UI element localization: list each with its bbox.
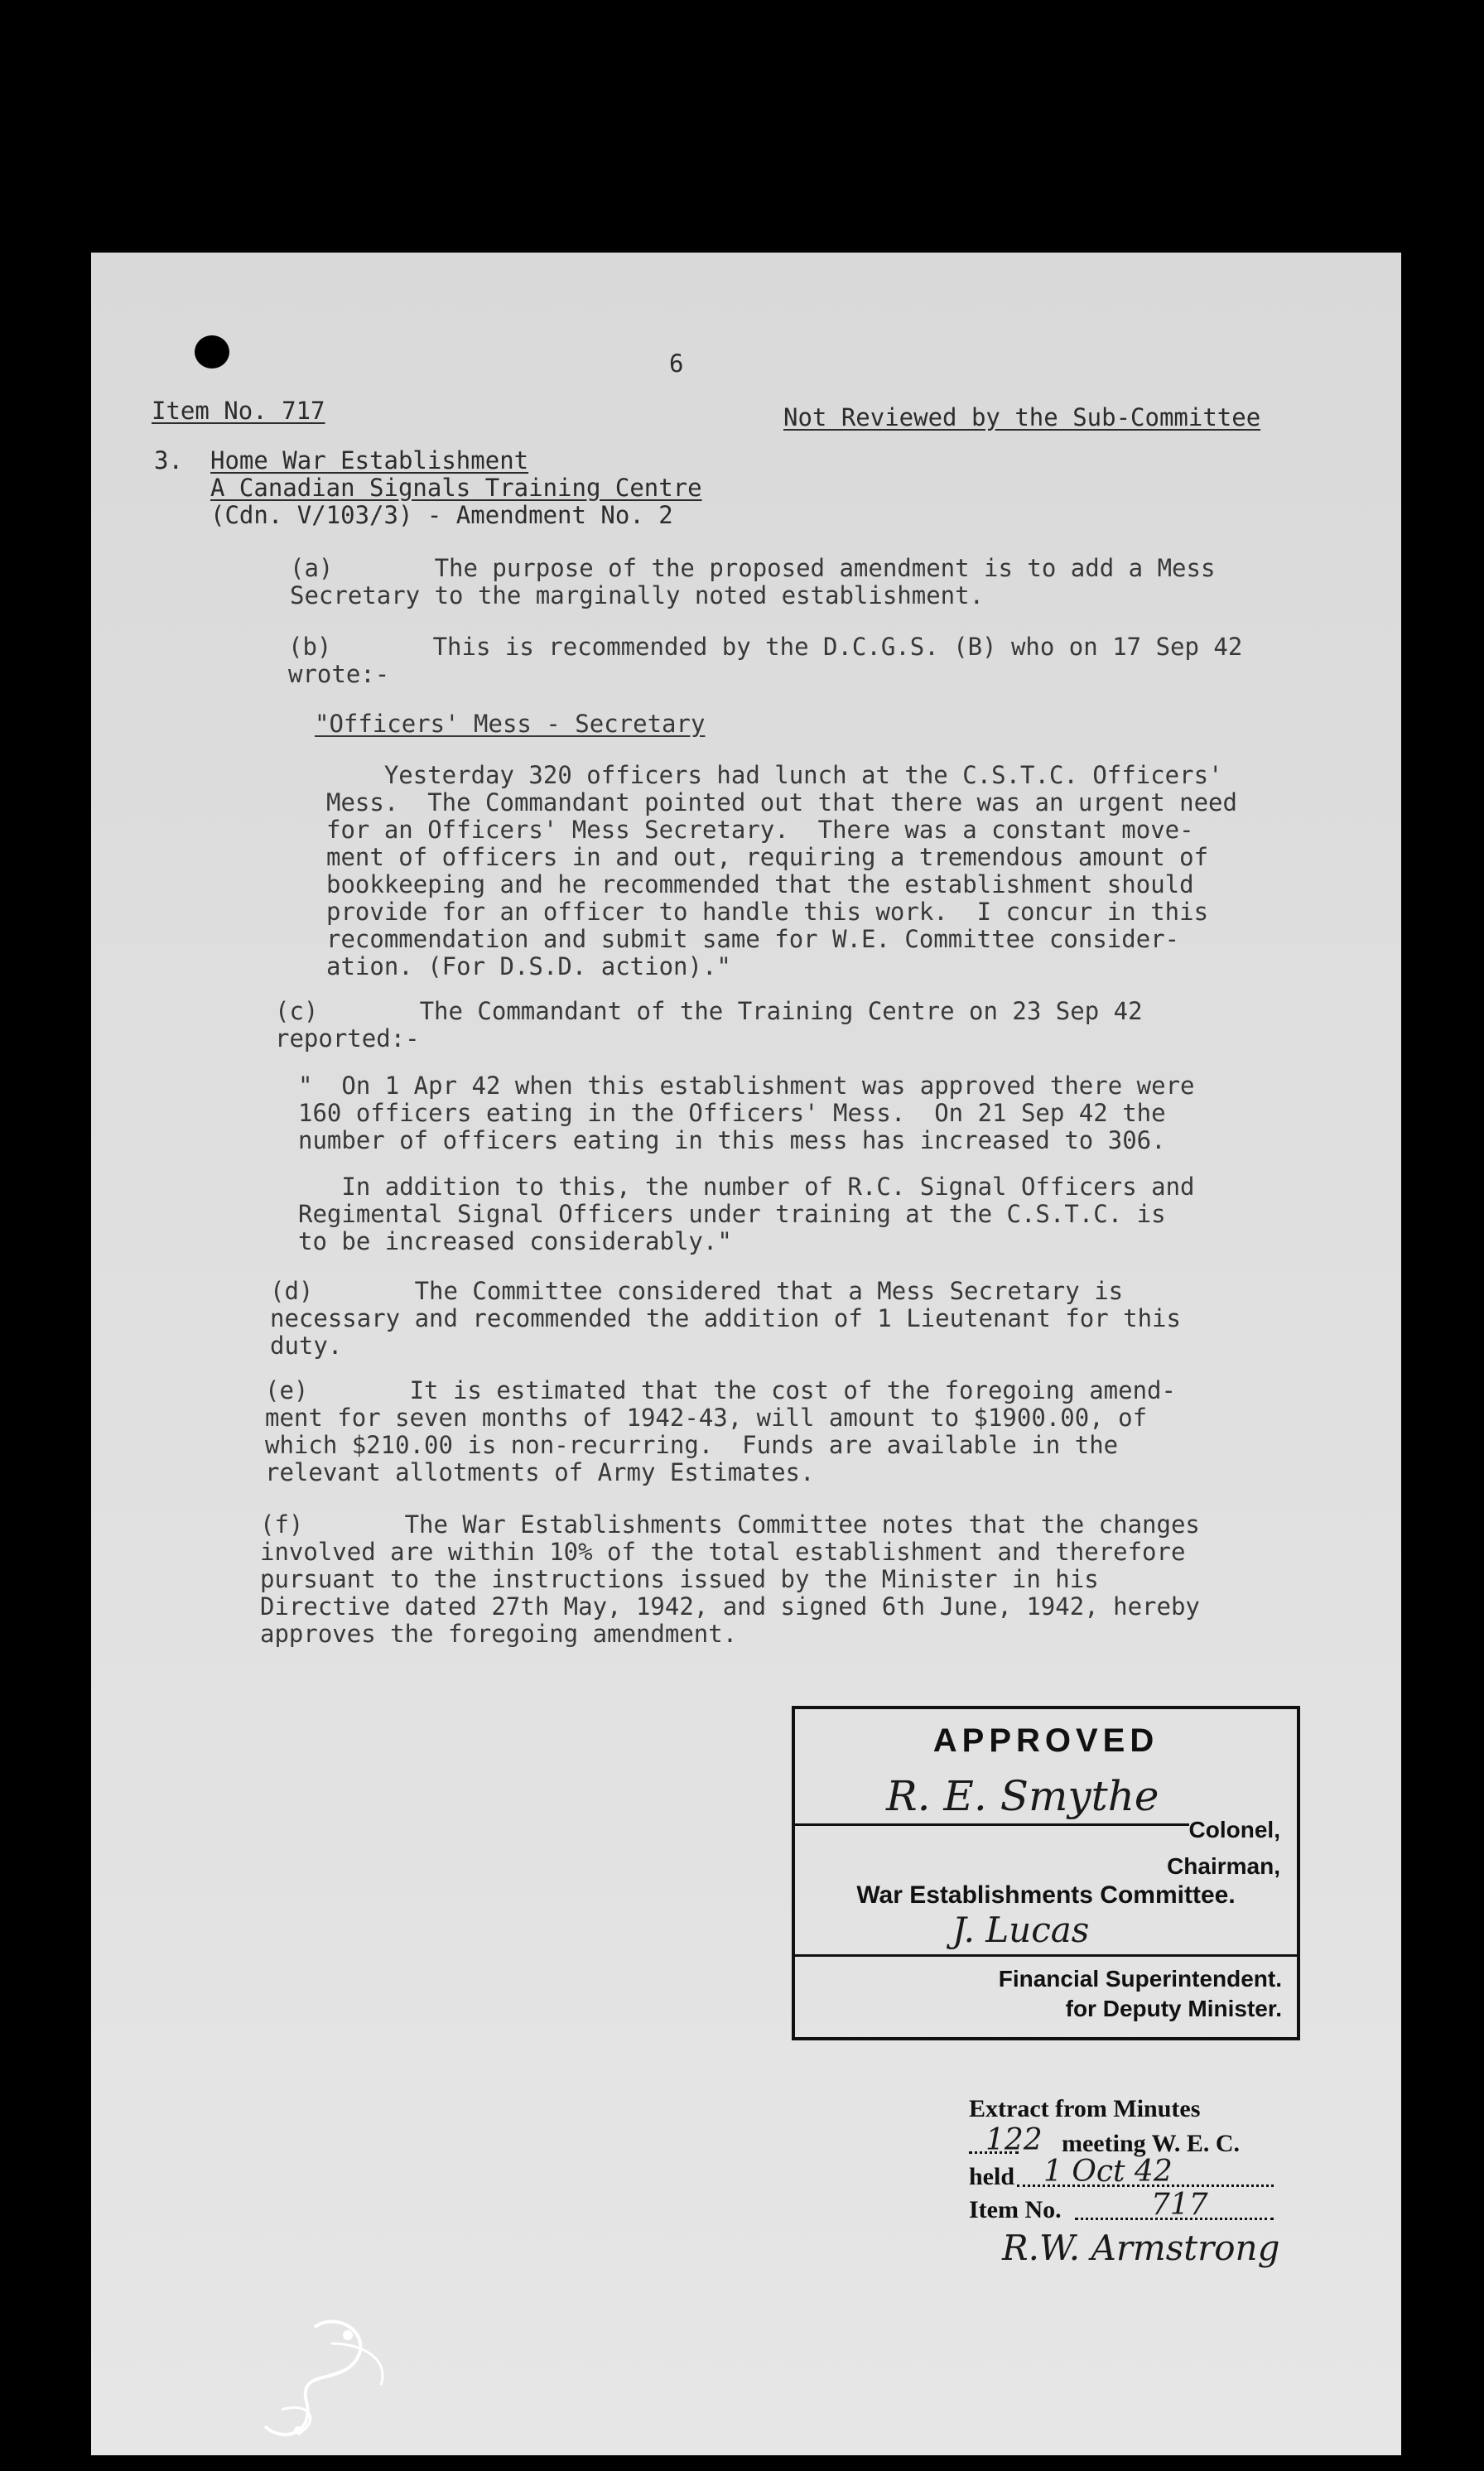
scan-artifact <box>248 2310 431 2459</box>
heading-line-1: Home War Establishment <box>210 446 529 474</box>
page-number: 6 <box>669 349 684 378</box>
paragraph-a: (a) The purpose of the proposed amendment is to add a Mess Secretary to the marginally noted establishment. <box>290 554 1216 609</box>
paragraph-c: (c) The Commandant of the Training Centre on 23 Sep 42 reported:- <box>275 997 1143 1052</box>
paragraph-b: (b) This is recommended by the D.C.G.S. (B) who on 17 Sep 42 wrote:- <box>288 633 1243 688</box>
quote-2-part-1: " On 1 Apr 42 when this establishment was approved there were 160 officers eating in the Officers' Mess. On 21 Sep 42 the number of officers eating in this mess has increased to 306. <box>298 1072 1195 1154</box>
extract-signature: R.W. Armstrong <box>1002 2228 1280 2268</box>
held-label: held <box>969 2163 1015 2190</box>
meeting-number: 122 <box>985 2123 1043 2157</box>
punch-hole <box>195 335 229 368</box>
heading-line-3: (Cdn. V/103/3) - Amendment No. 2 <box>210 501 673 529</box>
chairman-signature: R. E. Smythe <box>886 1772 1159 1820</box>
item-number-label: Item No. 717 <box>152 397 325 425</box>
stamp-role: Chairman, <box>1167 1853 1280 1879</box>
stamp-committee: War Establishments Committee. <box>856 1881 1236 1909</box>
minutes-extract <box>969 2095 1325 2269</box>
heading-line-2: A Canadian Signals Training Centre <box>210 474 702 502</box>
extract-item-line <box>969 2188 1325 2228</box>
extract-held-line <box>969 2155 1325 2194</box>
paragraph-e: (e) It is estimated that the cost of the foregoing amend- ment for seven months of 1942-43, will amount to $1900.00, of which $210.00 is non-recurring. Funds are available in the relevant allotments of Army Estimates. <box>265 1376 1176 1486</box>
financial-signature: J. Lucas <box>952 1910 1090 1950</box>
quote-title: "Officers' Mess - Secretary <box>315 710 706 738</box>
quote-1: Yesterday 320 officers had lunch at the C.S.T.C. Officers' Mess. The Commandant pointed out that there was an urgent need for an Officers' Mess Secretary. There was a constant move- ment of officers in and out, requiring a tremendous amount of bookkeeping and he recommended that the establishment should provide for an officer to handle this work. I concur in this recommendation and submit same for W.E. Committee consider- ation. (For D.S.D. action)." <box>326 761 1237 980</box>
section-number: 3. <box>154 446 183 474</box>
extract-title: Extract from Minutes <box>969 2095 1201 2122</box>
paragraph-d: (d) The Committee considered that a Mess Secretary is necessary and recommended the addition of 1 Lieutenant for this duty. <box>270 1277 1181 1360</box>
stamp-title: APPROVED <box>932 1722 1159 1759</box>
extract-item-label: Item No. <box>969 2196 1062 2223</box>
held-date: 1 Oct 42 <box>1043 2155 1173 2189</box>
stamp-financial-line-2: for Deputy Minister. <box>1065 1996 1282 2021</box>
extract-item-number: 717 <box>1151 2188 1208 2222</box>
document-page <box>91 253 1401 2455</box>
meeting-label: meeting W. E. C. <box>1062 2130 1241 2157</box>
quote-2-part-2: In addition to this, the number of R.C. Signal Officers and Regimental Signal Officers under training at the C.S.T.C. is to be increased considerably." <box>298 1173 1195 1255</box>
paragraph-f: (f) The War Establishments Committee notes that the changes involved are within 10% of the total establishment and therefore pursuant to the instructions issued by the Minister in his Directive dated 27th May, 1942, and signed 6th June, 1942, hereby approves the foregoing amendment. <box>260 1510 1200 1648</box>
approval-stamp <box>792 1706 1300 2040</box>
stamp-financial-line-1: Financial Superintendent. <box>998 1966 1282 1992</box>
stamp-rank: Colonel, <box>1188 1817 1280 1842</box>
review-status: Not Reviewed by the Sub-Committee <box>783 403 1261 431</box>
